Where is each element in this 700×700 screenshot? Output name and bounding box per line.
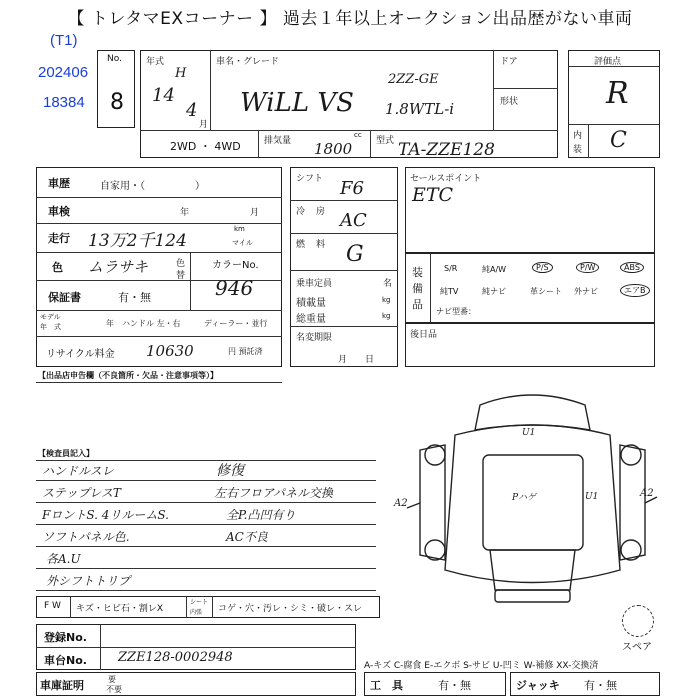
inspection-month: 月 <box>250 208 260 218</box>
color-label: 色 <box>52 261 63 274</box>
fuel-label-1: 燃 <box>296 240 306 250</box>
page-title: 【 トレタマEXコーナー 】 過去１年以上オークション出品歴がない車両 <box>67 9 633 29</box>
sales-point-label: セールスポイント <box>410 174 482 184</box>
history-value: 自家用・（ ） <box>100 181 205 192</box>
front-right-wheel <box>621 445 641 465</box>
load-unit: kg <box>382 296 391 304</box>
year-label: 年式 <box>146 57 165 67</box>
ac-value: AC <box>340 210 367 231</box>
front-left-wheel <box>425 445 445 465</box>
mark-u1-top: U1 <box>522 428 536 438</box>
equip-abs: ABS <box>620 262 644 273</box>
mark-pa: Pハゲ <box>512 493 537 503</box>
expiry-unit: 月 日 <box>338 355 375 365</box>
recycle-label: リサイクル料金 <box>46 349 115 360</box>
score-label: 評価点 <box>594 57 622 67</box>
sales-point-value: ETC <box>412 184 454 206</box>
garage-cert-box <box>36 672 356 696</box>
door-label: ドア <box>500 57 518 67</box>
displacement-unit: cc <box>354 131 362 139</box>
inspector-label: 【検査員記入】 <box>38 449 94 458</box>
mark-u1-right: U1 <box>585 492 599 502</box>
inspection-year: 年 <box>180 208 190 218</box>
month-value: 4 <box>186 100 198 121</box>
interior-value: C <box>610 128 627 153</box>
score-value: R <box>606 76 629 111</box>
month-unit: 月 <box>199 120 209 130</box>
note-4-left: ソフトパネル色. <box>42 530 130 544</box>
model-year-unit: 年 <box>106 319 114 328</box>
grade-top: 2ZZ-GE <box>388 72 439 87</box>
year-era: H <box>175 66 187 81</box>
garage-cert-label: 車庫証明 <box>40 679 84 692</box>
dealer-notes-label: 【出品店申告欄（不良箇所・欠品・注意事項等）】 <box>38 371 218 380</box>
note-2-left: ステップレスT <box>42 486 121 500</box>
fuel-value: G <box>346 242 364 267</box>
lot-date: 202406 <box>38 64 89 81</box>
model-year-label-1: モデル <box>40 313 61 321</box>
lot-no-value: 8 <box>110 90 124 115</box>
drive-type: 2WD ・ 4WD <box>170 140 241 153</box>
rear-left-wheel <box>425 540 445 560</box>
garage-cert-2: 不要 <box>106 685 122 694</box>
interior-label-1: 内 <box>573 131 583 141</box>
note-2-right: 左右フロアパネル交換 <box>214 486 334 500</box>
history-label: 車歴 <box>48 177 70 190</box>
warranty-value: 有・無 <box>118 291 151 304</box>
load-label: 積載量 <box>296 298 326 309</box>
car-hood <box>490 550 575 590</box>
note-1-left: ハンドルスレ <box>42 464 114 478</box>
color-change-2: 替 <box>176 271 186 281</box>
note-3-left: FロントS. 4リルームS. <box>42 508 169 522</box>
model-label: 型式 <box>376 136 395 146</box>
shift-value: F6 <box>340 178 364 199</box>
car-name: WiLL VS <box>240 88 354 118</box>
ac-label-1: 冷 <box>296 207 306 217</box>
model-year-label-2: 年 式 <box>40 323 61 331</box>
gross-unit: kg <box>382 312 391 320</box>
front-bumper <box>495 590 570 602</box>
equip-airbag: エアB <box>620 284 650 297</box>
expiry-label: 名変期限 <box>296 333 333 343</box>
color-value: ムラサキ <box>88 258 149 276</box>
damage-codes: A-キズ C-腐食 E-エクボ S-サビ U-凹ミ W-補修 XX-交換済 <box>364 661 599 671</box>
later-items-label: 後日品 <box>410 330 438 340</box>
equip-label-2: 備 <box>412 282 423 295</box>
ac-label-2: 房 <box>316 207 326 217</box>
lot-tag: (T1) <box>50 32 78 49</box>
inspection-label: 車検 <box>48 205 70 218</box>
mark-a2-right: A2 <box>640 488 654 499</box>
capacity-label: 乗車定員 <box>296 279 333 289</box>
fuel-label-2: 料 <box>316 240 326 250</box>
grade-bottom: 1.8WTL-i <box>385 100 455 118</box>
spare-label: スペア <box>622 642 652 653</box>
note-4-right: AC不良 <box>226 530 268 544</box>
note-6-left: 外シフトトリプ <box>46 574 131 588</box>
mark-a2-left: A2 <box>394 498 408 509</box>
lot-no-label: No. <box>107 54 122 64</box>
chassis-no-label: 車台No. <box>44 654 87 667</box>
rear-right-wheel <box>621 540 641 560</box>
mileage-unit-bottom: マイル <box>232 239 253 247</box>
tools-value: 有・無 <box>438 679 471 692</box>
displacement-label: 排気量 <box>264 136 292 146</box>
dealer-import: ディーラー・並行 <box>204 319 268 328</box>
legend-seat-1: シート <box>190 599 209 606</box>
jack-label: ジャッキ <box>516 679 560 692</box>
legend-seat-items: コゲ・穴・汚レ・シミ・破レ・スレ <box>218 604 363 614</box>
shape-label: 形状 <box>500 97 519 107</box>
model-value: TA-ZZE128 <box>398 140 495 160</box>
recycle-value: 10630 <box>146 342 194 360</box>
garage-cert-1: 要 <box>108 675 116 684</box>
gross-label: 総重量 <box>296 314 326 325</box>
tools-label: 工 具 <box>370 679 403 692</box>
mileage-unit-top: km <box>234 225 245 233</box>
color-no-value: 946 <box>215 276 254 300</box>
equip-aw: 純A/W <box>482 265 507 274</box>
equip-sr: S/R <box>444 264 458 273</box>
equip-label-3: 品 <box>412 298 423 311</box>
capacity-unit: 名 <box>383 279 393 289</box>
displacement-value: 1800 <box>314 140 353 158</box>
navi-model-label: ナビ型番： <box>436 307 476 316</box>
equip-tv: 純TV <box>440 287 459 296</box>
year-value: 14 <box>152 85 175 106</box>
legend-fw: F W <box>44 601 61 611</box>
later-items-box <box>405 323 655 367</box>
equip-ext-navi: 外ナビ <box>574 287 598 296</box>
interior-label-2: 装 <box>573 145 583 155</box>
jack-value: 有・無 <box>584 679 617 692</box>
equip-label-1: 装 <box>412 266 423 279</box>
legend-items: キズ・ヒビ石・割レX <box>76 604 163 614</box>
reg-no-label: 登録No. <box>44 631 87 644</box>
note-1-right: 修復 <box>216 463 244 479</box>
color-change-1: 色 <box>176 259 186 269</box>
note-3-right: 全P.凸凹有り <box>226 508 296 522</box>
mileage-label: 走行 <box>48 232 70 245</box>
warranty-label: 保証書 <box>48 291 81 304</box>
handle-side: ハンドル 左・右 <box>122 319 181 328</box>
equip-leather: 革シート <box>530 287 562 296</box>
lot-number: 18384 <box>43 94 85 111</box>
mileage-value: 13万2千124 <box>88 231 187 251</box>
legend-seat-2: 内張 <box>190 609 203 616</box>
color-no-label: カラーNo. <box>212 260 259 271</box>
equip-ps: P/S <box>532 262 553 273</box>
recycle-unit: 円 預託済 <box>228 347 263 356</box>
car-body-outline <box>445 425 620 583</box>
shift-label: シフト <box>296 174 324 184</box>
note-5-left: 各A.U <box>46 552 81 566</box>
chassis-no-value: ZZE128-0002948 <box>118 650 233 665</box>
equip-pw: P/W <box>576 262 599 273</box>
car-name-label: 車名・グレード <box>216 57 280 67</box>
spare-tire-icon <box>622 605 654 637</box>
equip-navi: 純ナビ <box>482 287 506 296</box>
